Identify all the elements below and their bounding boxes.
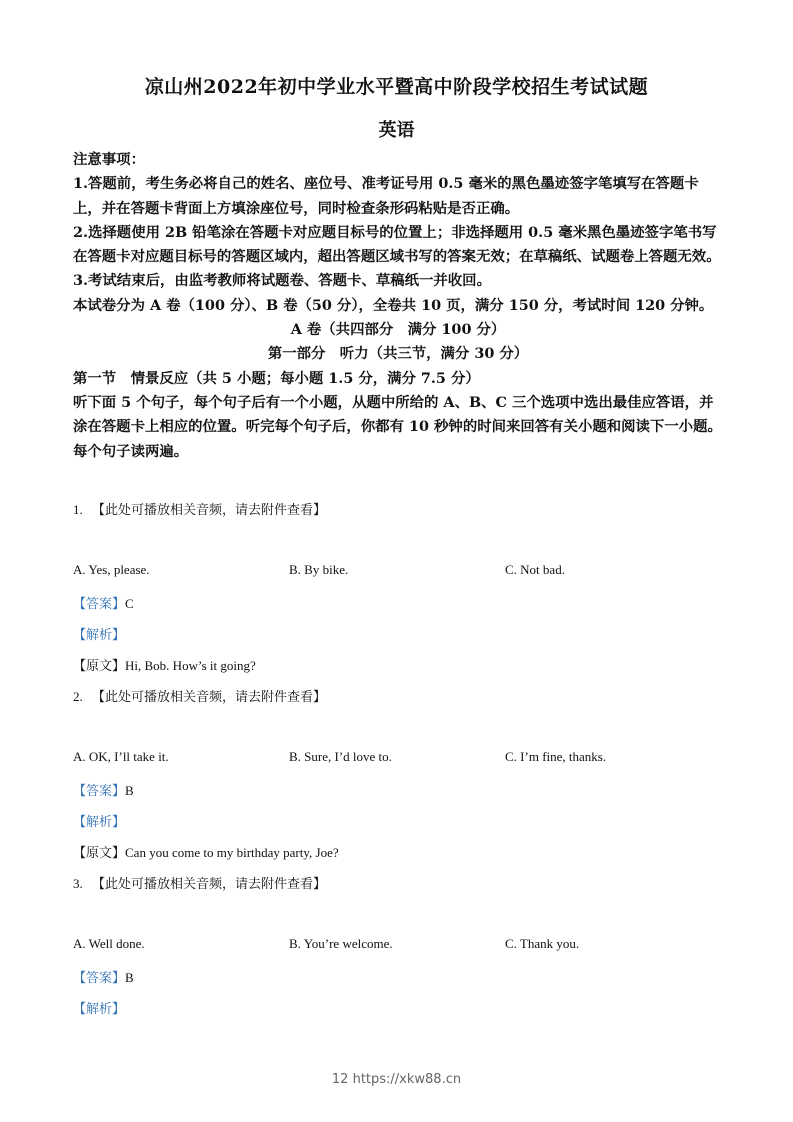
option-c: C. Not bad. [505, 562, 565, 577]
answer-value: C [125, 596, 134, 611]
answer-value: B [125, 970, 134, 985]
question-number: 3. [73, 876, 83, 891]
option-a: A. Yes, please. [73, 562, 150, 577]
note-3: 3.考试结束后，由监考教师将试题卷、答题卡、草稿纸一并收回。 [73, 272, 491, 290]
original-text: Hi, Bob. How’s it going? [125, 658, 256, 673]
analysis-line [73, 811, 125, 830]
question-number: 1. [73, 502, 83, 517]
answer-line [73, 780, 134, 799]
question-3 [73, 873, 723, 892]
original-line [73, 842, 339, 861]
document-title: 凉山州2022年初中学业水平暨高中阶段学校招生考试试题 [144, 76, 649, 98]
analysis-line [73, 998, 125, 1017]
section-a-heading: A 卷（共四部分 满分 100 分） [290, 321, 506, 339]
exam-notes [73, 148, 723, 464]
listening-instructions: 听下面 5 个句子，每个句子后有一个小题，从题中所给的 A、B、C 三个选项中选出最佳应答语，并涂在答题卡上相应的位置。听完每个句子后，你都有 10 秒钟的时间来回答有关小题和阅读下一小题。每个句子读两遍。 [73, 393, 722, 460]
answer-tag: 【答案】 [73, 596, 126, 611]
analysis-tag: 【解析】 [73, 627, 126, 642]
analysis-tag: 【解析】 [73, 1001, 126, 1016]
analysis-tag: 【解析】 [73, 814, 126, 829]
option-b: B. You’re welcome. [289, 936, 393, 951]
option-b: B. By bike. [289, 562, 349, 577]
analysis-line [73, 624, 125, 643]
option-a: A. Well done. [73, 936, 145, 951]
page-footer: 12 https://xkw88.cn [331, 1072, 462, 1087]
audio-placeholder[interactable]: 【此处可播放相关音频，请去附件查看】 [92, 502, 327, 517]
question-number: 2. [73, 689, 83, 704]
subject-heading: 英语 [378, 120, 415, 141]
note-1: 1.答题前，考生务必将自己的姓名、座位号、准考证号用 0.5 毫米的黑色墨迹签字笔填写在答题卡上，并在答题卡背面上方填涂座位号，同时检查条形码粘贴是否正确。 [73, 175, 699, 217]
original-tag: 【原文】 [73, 658, 126, 673]
option-c: C. Thank you. [505, 936, 580, 951]
question-1 [73, 499, 723, 518]
answer-line [73, 967, 134, 986]
answer-tag: 【答案】 [73, 783, 126, 798]
question-2 [73, 686, 723, 705]
answer-tag: 【答案】 [73, 970, 126, 985]
original-text: Can you come to my birthday party, Joe? [125, 845, 339, 860]
section-one-heading: 第一节 情景反应（共 5 小题；每小题 1.5 分，满分 7.5 分） [73, 369, 480, 387]
option-a: A. OK, I’ll take it. [73, 749, 169, 764]
original-tag: 【原文】 [73, 845, 126, 860]
part-one-heading: 第一部分 听力（共三节，满分 30 分） [267, 345, 529, 363]
audio-placeholder[interactable]: 【此处可播放相关音频，请去附件查看】 [92, 876, 327, 891]
original-line [73, 655, 256, 674]
answer-value: B [125, 783, 134, 798]
note-2: 2.选择题使用 2B 铅笔涂在答题卡对应题目标号的位置上；非选择题用 0.5 毫米黑色墨迹签字笔书写在答题卡对应题目标号的答题区域内，超出答题区域书写的答案无效；在草稿纸、试题卷上答题无效。 [73, 223, 721, 266]
notes-heading: 注意事项： [73, 151, 145, 168]
audio-placeholder[interactable]: 【此处可播放相关音频，请去附件查看】 [92, 689, 327, 704]
paper-info: 本试卷分为 A 卷（100 分）、B 卷（50 分），全卷共 10 页，满分 150 分，考试时间 120 分钟。 [73, 296, 714, 314]
option-b: B. Sure, I’d love to. [289, 749, 392, 764]
option-c: C. I’m fine, thanks. [505, 749, 607, 764]
answer-line [73, 593, 134, 612]
